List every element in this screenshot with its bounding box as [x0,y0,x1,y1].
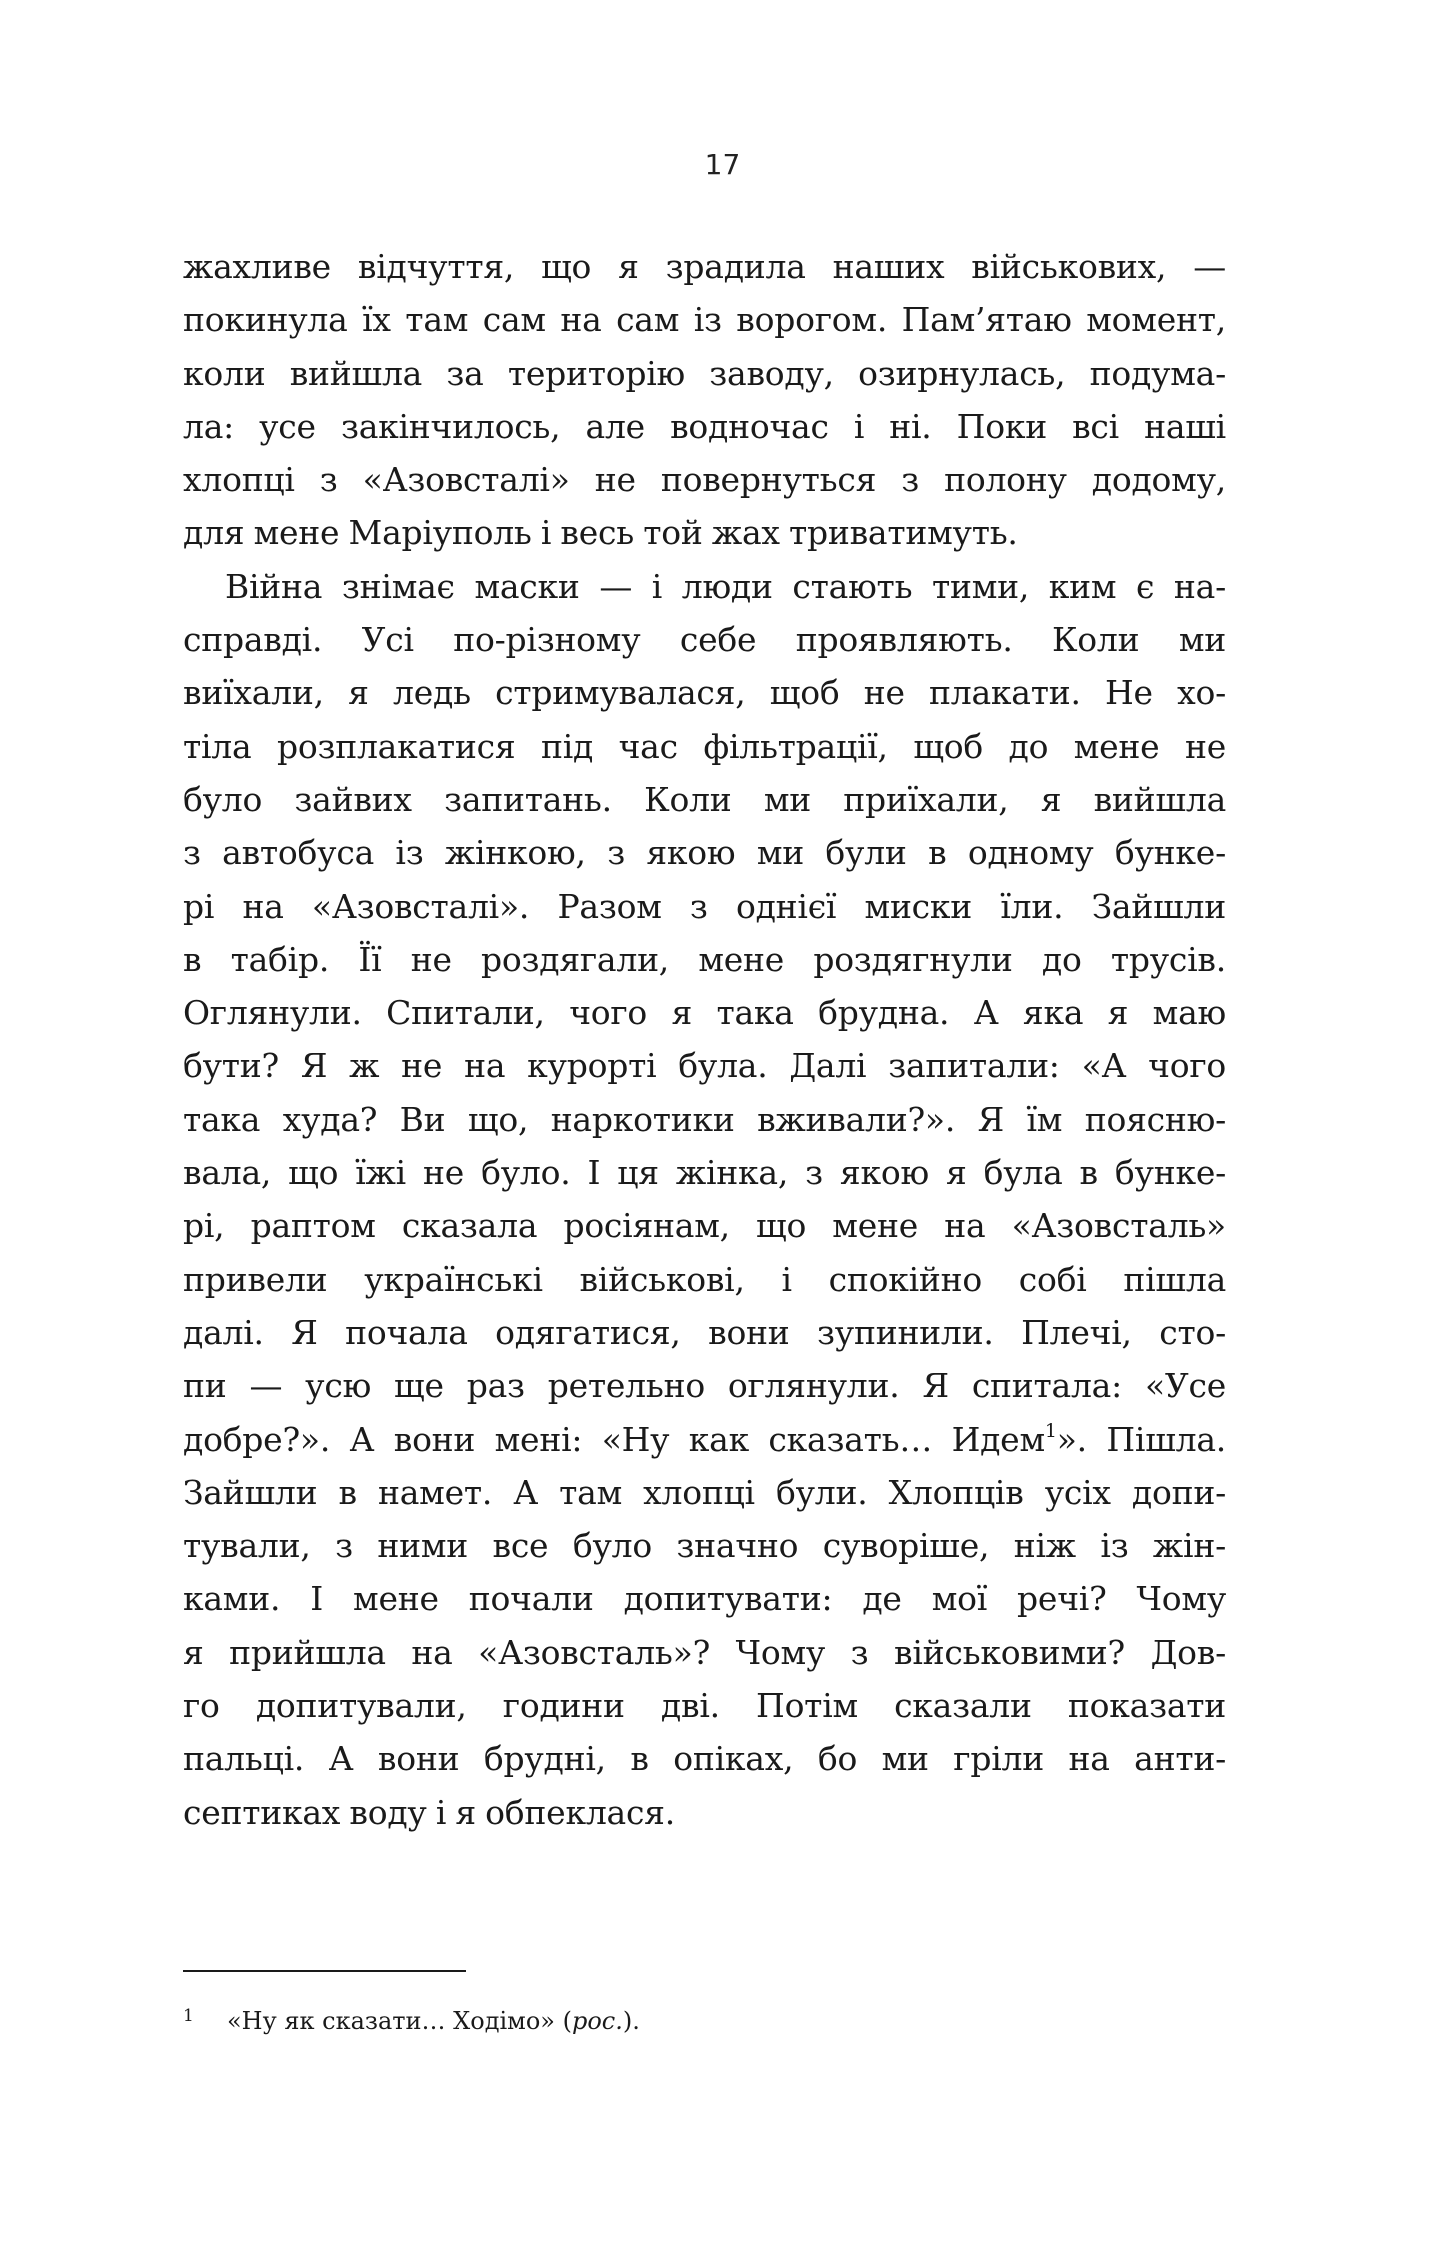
text-line: ла: усе закінчилось, але водночас і ні. Поки всі наші [183,406,1226,446]
text-line: хлопці з «Азовсталі» не повернуться з полону додому, [183,460,1226,500]
text-line: рі на «Азовсталі». Разом з однієї миски їли. Зайшли [183,886,1226,926]
text-line: ками. І мене почали допитувати: де мої речі? Чому [183,1579,1226,1619]
text-line: септиках воду і я обпеклася. [183,1792,675,1832]
text-line: з автобуса із жінкою, з якою ми були в одному бунке- [183,833,1226,873]
footnote-ref: 1 [1044,1419,1057,1442]
text-line: було зайвих запитань. Коли ми приїхали, я вийшла [183,779,1226,819]
text-line: пальці. А вони брудні, в опіках, бо ми гріли на анти- [183,1739,1226,1779]
body-text [183,240,1226,1839]
text-line: така худа? Ви що, наркотики вживали?». Я їм поясню- [183,1099,1226,1139]
text-line: в табір. Її не роздягали, мене роздягнули до трусів. [183,939,1226,979]
text-line: коли вийшла за територію заводу, озирнулась, подума- [183,353,1226,393]
text-line: виїхали, я ледь стримувалася, щоб не плакати. Не хо- [183,673,1226,713]
text-line: го допитували, години дві. Потім сказали показати [183,1686,1226,1726]
text-line: рі, раптом сказала росіянам, що мене на «Азовсталь» [183,1206,1226,1246]
text-line: покинула їх там сам на сам із ворогом. Пам’ятаю момент, [183,300,1226,340]
text-line-with-footnote-ref [183,1413,1226,1466]
footnote-separator [183,1970,466,1972]
text-line: Зайшли в намет. А там хлопці були. Хлопців усіх допи- [183,1472,1226,1512]
footnote-text: «Ну як сказати… Ходімо» ( [227,2007,572,2035]
text-line: я прийшла на «Азовсталь»? Чому з військовими? Дов- [183,1632,1226,1672]
text-line: бути? Я ж не на курорті була. Далі запитали: «А чого [183,1046,1226,1086]
footnote [183,2000,1226,2037]
text-line: тіла розплакатися під час фільтрації, щоб до мене не [183,726,1226,766]
text-line: жахливе відчуття, що я зрадила наших військових, — [183,247,1226,286]
text-line: справді. Усі по-різному себе проявляють. Коли ми [183,620,1226,660]
text-line: Оглянули. Спитали, чого я така брудна. А яка я маю [183,993,1226,1033]
text-segment: ». Пішла. [1056,1419,1226,1459]
text-line: привели українські військові, і спокійно собі пішла [183,1259,1226,1299]
text-line: для мене Маріуполь і весь той жах триватимуть. [183,513,1018,553]
text-line: далі. Я почала одягатися, вони зупинили. Плечі, сто- [183,1312,1226,1352]
text-line: Війна знімає маски — і люди стають тими, ким є на- [225,566,1226,606]
text-line: тували, з ними все було значно суворіше, ніж із жін- [183,1526,1226,1566]
text-line: вала, що їжі не було. І ця жінка, з якою я була в бунке- [183,1153,1226,1193]
page-number: 17 [704,148,741,181]
footnote-italic: рос. [571,2007,623,2035]
footnote-close: ). [622,2007,640,2035]
text-segment: добре?». А вони мені: «Ну как сказать… Идем [183,1419,1045,1459]
footnote-mark: 1 [183,2006,194,2026]
text-line: пи — усю ще раз ретельно оглянули. Я спитала: «Усе [183,1366,1226,1406]
